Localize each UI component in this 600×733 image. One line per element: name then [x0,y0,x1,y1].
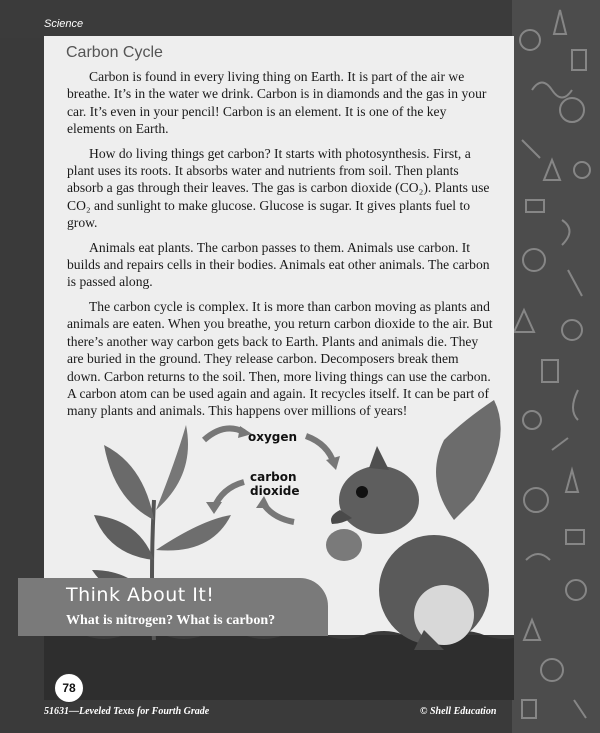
page-number: 78 [54,673,84,703]
paragraph: Animals eat plants. The carbon passes to them. Animals use carbon. It builds and repairs cells in their bodies. Animals eat other animals. The carbon is passed along. [67,239,490,290]
section-label: Science [44,18,84,30]
oxygen-label: oxygen [248,430,298,444]
page-title: Carbon Cycle [66,44,163,61]
footer-publisher: © Shell Education [420,706,497,717]
science-doodles-icon [512,0,600,733]
carbon-dioxide-label: carbon dioxide [250,470,300,498]
footer-book-title: 51631—Leveled Texts for Fourth Grade [44,706,210,717]
decorative-science-strip [512,0,600,733]
think-about-it-title: Think About It! [66,584,215,606]
squirrel-icon [326,400,501,650]
paragraph: The carbon cycle is complex. It is more than carbon moving as plants and animals are eaten. When you breathe, you return carbon dioxide to the air. But there’s another way carbon gets back to Earth. Plants and animals die. They are buried in the ground. They release carbon. Decomposers break them down. Carbon returns to the soil. Then, more living things can use the carbon. A carbon atom can be used again and again. It recycles itself. It can be part of many plants and animals. This happens over millions of years! [67,298,493,419]
think-about-it-question: What is nitrogen? What is carbon? [66,613,276,628]
arrow-icon [204,428,244,440]
carbon-cycle-illustration [44,400,514,700]
top-band [0,0,600,38]
paragraph: Carbon is found in every living thing on Earth. It is part of the air we breathe. It’s in the water we drink. Carbon is in diamonds and the gas in your car. It’s even in your pencil! Carbon is an element. It is one of the key elements on Earth. [67,69,487,137]
paragraph: How do living things get carbon? It starts with photosynthesis. First, a plant uses its roots. It absorbs water and nutrients from soil. Then plants absorb a gas through their leaves. The gas is carbon dioxide (CO₂). Plants use CO₂ and sunlight to make glucose. Glucose is sugar. It gives plants fuel to grow. [67,145,490,231]
article-body [67,68,494,427]
